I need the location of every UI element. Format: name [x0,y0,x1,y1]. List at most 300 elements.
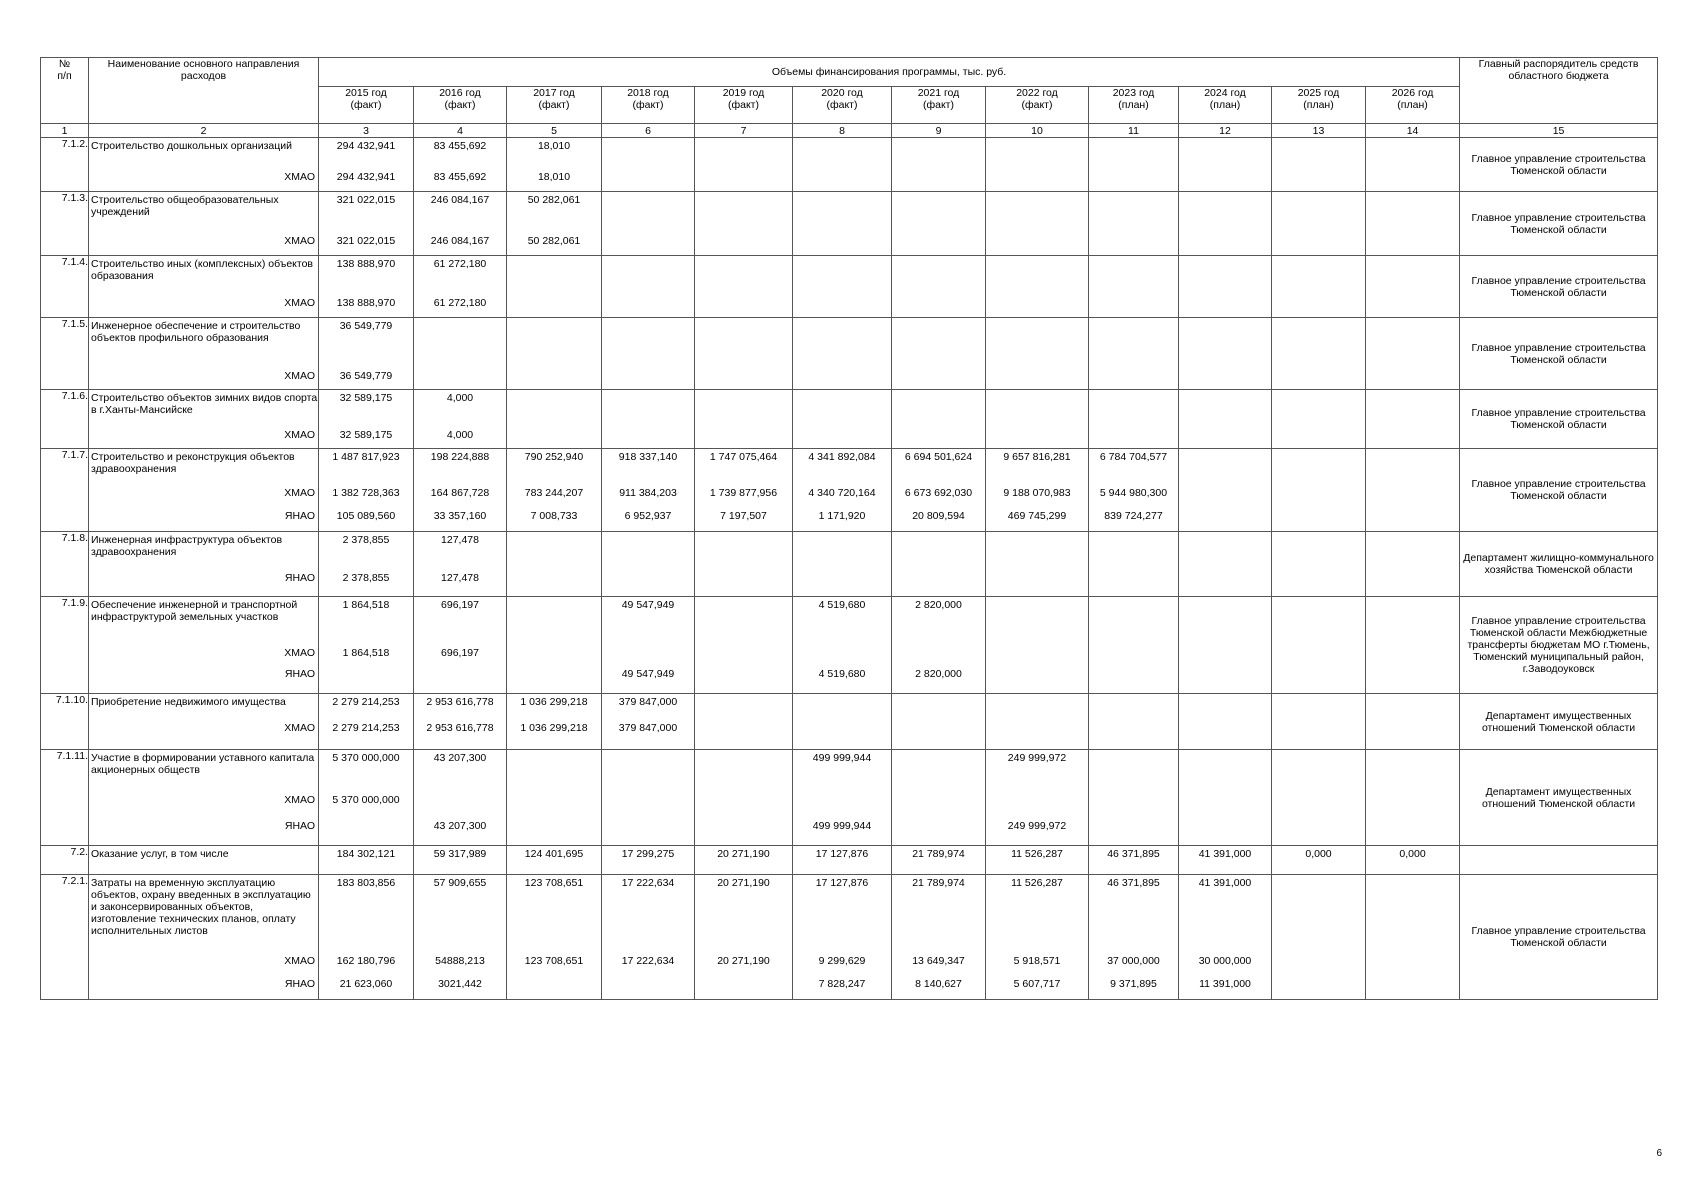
cell-value [1272,449,1365,485]
value-cell [793,449,892,532]
row-name: Строительство объектов зимних видов спорта в г.Ханты-Мансийске [91,392,318,416]
cell-value: 21 789,974 [912,877,965,889]
cell-value: 37 000,000 [1107,955,1160,967]
value-cell [695,256,793,318]
cell-value [602,818,694,845]
cell-value [507,368,601,389]
cell-value [1089,666,1178,693]
value-cell [695,318,793,390]
cell-value [695,976,792,999]
value-cell [695,846,793,875]
value-cell [1366,694,1460,750]
value-cell [319,390,414,449]
value-cell [414,694,507,750]
value-cell [1272,318,1366,390]
value-cell [1179,597,1272,694]
cell-value [507,818,601,845]
cell-value: 246 084,167 [430,194,490,206]
cell-value [986,694,1088,720]
value-cell [507,390,602,449]
value-cell [892,846,986,875]
cell-value [1089,427,1178,448]
cell-value [1089,818,1178,845]
value-cell [319,846,414,875]
cell-value [695,427,792,448]
cell-value [1179,750,1271,792]
cell-value [1089,256,1178,295]
cell-value: 696,197 [441,599,479,611]
cell-value [1089,169,1178,191]
value-cell [1366,318,1460,390]
cell-value [414,792,506,818]
cell-value [1272,169,1365,191]
cell-value [892,192,985,233]
cell-value [1272,875,1365,953]
table-row [41,875,1658,1000]
cell-value [414,666,506,693]
row-name-cell [89,875,319,1000]
cell-value: 379 847,000 [618,696,678,708]
cell-value [1089,233,1178,255]
cell-value: 61 272,180 [433,258,487,270]
cell-value: 17 222,634 [621,877,675,889]
cell-value [695,318,792,368]
row-name-cell [89,597,319,694]
cell-value: 9 657 816,281 [1003,451,1071,463]
value-cell [695,449,793,532]
cell-value: 2 953 616,778 [426,722,494,734]
value-cell [414,138,507,192]
cell-value [1366,449,1459,485]
value-cell [414,318,507,390]
value-cell [602,875,695,1000]
value-cell [319,597,414,694]
cell-value: 2 820,000 [915,668,962,680]
cell-value: 123 708,651 [524,877,584,889]
cell-value: 9 188 070,983 [1003,487,1071,499]
cell-value [695,368,792,389]
cell-value [602,138,694,169]
cell-value: 499 999,944 [812,820,872,832]
value-cell [319,138,414,192]
cell-value: 2 279 214,253 [332,696,400,708]
cell-value: 17 127,876 [815,848,869,860]
cell-value: 1 382 728,363 [332,487,400,499]
budget-administrator: Главное управление строительства Тюменской области [1460,318,1658,390]
cell-value [793,390,891,427]
cell-value [1272,368,1365,389]
value-cell [319,192,414,256]
cell-value [793,233,891,255]
value-cell [1366,192,1460,256]
table-row [41,597,1658,694]
cell-value [507,295,601,317]
cell-value [1089,368,1178,389]
cell-value: 30 000,000 [1198,955,1252,967]
header-year: 2023 год (план) [1089,87,1179,124]
value-cell [414,256,507,318]
cell-value: 46 371,895 [1107,877,1160,889]
cell-value [602,750,694,792]
cell-value [892,720,985,749]
value-cell [1272,256,1366,318]
cell-value: 36 549,779 [339,320,393,332]
budget-administrator: Департамент имущественных отношений Тюменской области [1460,694,1658,750]
table-row [41,532,1658,597]
cell-value [986,169,1088,191]
value-cell [319,449,414,532]
cell-value: 21 623,060 [339,978,393,990]
cell-value [695,597,792,645]
cell-value [602,390,694,427]
cell-value [1366,169,1459,191]
cell-value [602,318,694,368]
table-row [41,192,1658,256]
cell-value [1179,390,1271,427]
value-cell [1089,449,1179,532]
value-cell [602,256,695,318]
value-cell [1272,750,1366,846]
cell-value [793,192,891,233]
value-cell [414,192,507,256]
cell-value [1366,368,1459,389]
row-name: Строительство и реконструкция объектов здравоохранения [91,451,295,475]
cell-value [1366,570,1459,596]
row-name-cell [89,449,319,532]
cell-value [1179,295,1271,317]
cell-value [1366,666,1459,693]
cell-value [1366,597,1459,645]
cell-value: 138 888,970 [336,297,396,309]
value-cell [1366,449,1460,532]
cell-value: 4 519,680 [818,599,866,611]
cell-value [1272,597,1365,645]
cell-value: 164 867,728 [430,487,490,499]
cell-value: 49 547,949 [621,668,675,680]
value-cell [1272,532,1366,597]
cell-value [507,570,601,596]
cell-value: 321 022,015 [336,235,396,247]
cell-value: 249 999,972 [1007,752,1067,764]
row-number: 7.1.2. [41,138,89,192]
value-cell [1366,597,1460,694]
header-year: 2018 год (факт) [602,87,695,124]
row-name-cell [89,138,319,192]
value-cell [1089,256,1179,318]
value-cell [1179,318,1272,390]
cell-value: 249 999,972 [1007,820,1067,832]
cell-value [1366,976,1459,999]
cell-value [1179,694,1271,720]
cell-value [1179,645,1271,666]
value-cell [319,750,414,846]
cell-value: 6 694 501,624 [904,451,973,463]
value-cell [793,597,892,694]
cell-value: 17 222,634 [621,955,675,967]
cell-value [892,295,985,317]
column-number: 11 [1089,124,1179,138]
region-label: ХМАО [284,171,315,183]
cell-value [414,318,506,368]
cell-value: 57 909,655 [433,877,487,889]
value-cell [1272,694,1366,750]
value-cell [986,138,1089,192]
cell-value: 321 022,015 [336,194,396,206]
header-year: 2021 год (факт) [892,87,986,124]
cell-value [986,532,1088,570]
cell-value: 127,478 [441,572,479,584]
cell-value [1272,508,1365,531]
cell-value [892,427,985,448]
cell-value: 7 008,733 [530,510,578,522]
value-cell [507,318,602,390]
cell-value [695,666,792,693]
cell-value [602,792,694,818]
cell-value [507,390,601,427]
cell-value: 0,000 [1305,848,1332,860]
row-number: 7.1.7. [41,449,89,532]
cell-value [986,720,1088,749]
cell-value: 7 828,247 [818,978,866,990]
value-cell [986,875,1089,1000]
cell-value [695,390,792,427]
header-year: 2025 год (план) [1272,87,1366,124]
cell-value [1272,233,1365,255]
cell-value [986,192,1088,233]
cell-value: 6 673 692,030 [904,487,973,499]
cell-value [986,597,1088,645]
cell-value: 8 140,627 [915,978,962,990]
cell-value: 1 739 877,956 [709,487,778,499]
value-cell [695,750,793,846]
cell-value [986,233,1088,255]
cell-value [1366,875,1459,953]
column-number: 10 [986,124,1089,138]
value-cell [1272,597,1366,694]
cell-value [507,666,601,693]
cell-value: 1 036 299,218 [520,722,588,734]
value-cell [892,138,986,192]
cell-value [793,720,891,749]
cell-value [602,976,694,999]
cell-value [1089,318,1178,368]
row-name: Участие в формировании уставного капитала акционерных обществ [91,752,315,776]
cell-value [695,818,792,845]
cell-value [695,169,792,191]
column-number: 7 [695,124,793,138]
cell-value: 61 272,180 [433,297,487,309]
row-number: 7.1.6. [41,390,89,449]
value-cell [986,390,1089,449]
value-cell [507,875,602,1000]
cell-value: 127,478 [441,534,479,546]
budget-administrator: Главное управление строительства Тюменской области [1460,875,1658,1000]
value-cell [986,694,1089,750]
cell-value [1179,192,1271,233]
value-cell [793,256,892,318]
column-number: 9 [892,124,986,138]
cell-value: 5 370 000,000 [332,752,400,764]
cell-value [1366,818,1459,845]
cell-value [1366,427,1459,448]
header-year: 2026 год (план) [1366,87,1460,124]
cell-value: 839 724,277 [1104,510,1163,522]
cell-value: 50 282,061 [527,235,581,247]
cell-value [892,256,985,295]
cell-value [1272,818,1365,845]
value-cell [1089,597,1179,694]
header-year: 2020 год (факт) [793,87,892,124]
cell-value [1179,666,1271,693]
value-cell [602,694,695,750]
cell-value: 11 526,287 [1011,877,1063,889]
cell-value [602,368,694,389]
row-name: Обеспечение инженерной и транспортной инфраструктурой земельных участков [91,599,298,623]
page-number: 6 [1656,1148,1662,1159]
cell-value [793,368,891,389]
value-cell [1366,138,1460,192]
row-name-cell [89,318,319,390]
budget-administrator [1460,846,1658,875]
budget-administrator: Главное управление строительства Тюменской области [1460,449,1658,532]
cell-value [695,570,792,596]
value-cell [892,449,986,532]
table-row [41,318,1658,390]
table-row [41,694,1658,750]
cell-value [986,666,1088,693]
value-cell [986,318,1089,390]
value-cell [892,694,986,750]
table-row [41,750,1658,846]
cell-value [1366,508,1459,531]
cell-value [1272,192,1365,233]
row-name-cell [89,390,319,449]
cell-value [892,318,985,368]
cell-value [1089,645,1178,666]
column-number: 3 [319,124,414,138]
cell-value [1366,694,1459,720]
value-cell [507,750,602,846]
cell-value: 59 317,989 [433,848,487,860]
value-cell [319,532,414,597]
cell-value [892,694,985,720]
cell-value [695,645,792,666]
cell-value [892,368,985,389]
cell-value [1089,138,1178,169]
cell-value [1089,720,1178,749]
cell-value [793,427,891,448]
cell-value [793,792,891,818]
cell-value: 43 207,300 [433,752,487,764]
cell-value: 1 747 075,464 [709,451,778,463]
value-cell [1366,390,1460,449]
cell-value [793,532,891,570]
cell-value [1366,750,1459,792]
cell-value: 105 089,560 [336,510,396,522]
cell-value: 4,000 [446,429,474,441]
cell-value: 6 952,937 [624,510,672,522]
value-cell [892,532,986,597]
row-name: Строительство общеобразовательных учреждений [91,194,279,218]
value-cell [1272,846,1366,875]
header-funding-title: Объемы финансирования программы, тыс. руб. [319,58,1460,87]
row-name-cell [89,694,319,750]
cell-value [1272,720,1365,749]
value-cell [986,597,1089,694]
value-cell [1089,138,1179,192]
cell-value: 696,197 [441,647,479,659]
cell-value [892,138,985,169]
cell-value: 184 302,121 [336,848,396,860]
cell-value [602,169,694,191]
cell-value: 2 378,855 [342,572,390,584]
cell-value [695,256,792,295]
value-cell [793,138,892,192]
cell-value [1179,508,1271,531]
cell-value: 790 252,940 [524,451,584,463]
value-cell [507,449,602,532]
cell-value [1272,666,1365,693]
cell-value [695,694,792,720]
value-cell [892,390,986,449]
cell-value: 17 127,876 [815,877,869,889]
value-cell [602,318,695,390]
cell-value [986,256,1088,295]
cell-value [319,818,413,845]
row-name: Инженерная инфраструктура объектов здравоохранения [91,534,283,558]
cell-value [507,750,601,792]
cell-value [1272,976,1365,999]
cell-value: 294 432,941 [336,171,396,183]
cell-value: 2 279 214,253 [332,722,400,734]
cell-value: 20 271,190 [717,955,770,967]
cell-value: 1 171,920 [818,510,866,522]
cell-value [793,318,891,368]
cell-value [1366,192,1459,233]
cell-value [602,233,694,255]
value-cell [1179,256,1272,318]
cell-value [793,694,891,720]
region-label: ХМАО [284,235,315,247]
table-row [41,138,1658,192]
column-number: 1 [41,124,89,138]
cell-value [1272,427,1365,448]
cell-value: 83 455,692 [433,140,487,152]
cell-value [1272,953,1365,976]
row-number: 7.1.10. [41,694,89,750]
cell-value [1089,192,1178,233]
financing-table [40,57,1658,1000]
column-number: 2 [89,124,319,138]
budget-administrator: Главное управление строительства Тюменской области [1460,192,1658,256]
region-label: ХМАО [284,487,315,499]
cell-value [892,792,985,818]
cell-value [793,256,891,295]
row-name-cell [89,256,319,318]
cell-value [602,295,694,317]
cell-value [602,256,694,295]
cell-value: 32 589,175 [339,392,393,404]
cell-value: 162 180,796 [336,955,396,967]
value-cell [1089,390,1179,449]
value-cell [1179,875,1272,1000]
region-label: ЯНАО [284,820,315,832]
value-cell [1272,390,1366,449]
cell-value [892,169,985,191]
cell-value [1272,390,1365,427]
cell-value [602,532,694,570]
cell-value: 5 944 980,300 [1099,487,1168,499]
